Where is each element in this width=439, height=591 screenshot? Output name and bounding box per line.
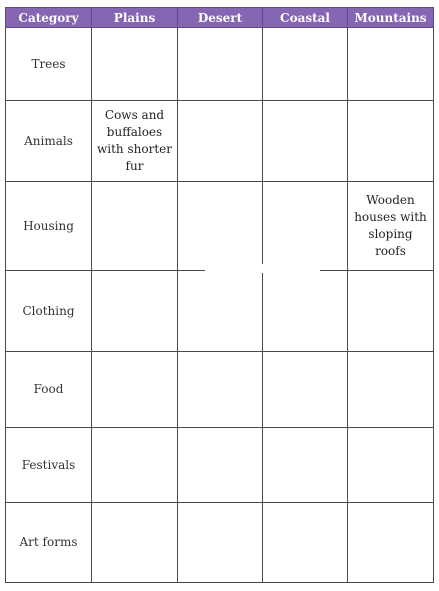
- table-row: [6, 352, 434, 428]
- header-category: Category: [6, 8, 92, 28]
- cell-trees-coastal[interactable]: [263, 28, 348, 101]
- table-row: [6, 182, 434, 271]
- cell-art-forms-coastal[interactable]: [263, 503, 348, 583]
- cell-festivals-plains[interactable]: [92, 428, 178, 503]
- cell-festivals-coastal[interactable]: [263, 428, 348, 503]
- comparison-table: [5, 7, 434, 583]
- cell-clothing-plains[interactable]: [92, 271, 178, 352]
- row-label-festivals: Festivals: [6, 428, 92, 503]
- cell-art-forms-plains[interactable]: [92, 503, 178, 583]
- row-label-art-forms: Art forms: [6, 503, 92, 583]
- table-row: [6, 28, 434, 101]
- cell-housing-coastal[interactable]: [263, 182, 348, 271]
- cell-trees-mountains[interactable]: [348, 28, 434, 101]
- header-mountains: Mountains: [348, 8, 434, 28]
- row-label-food: Food: [6, 352, 92, 428]
- table-row: [6, 271, 434, 352]
- cell-clothing-desert[interactable]: [178, 271, 263, 352]
- row-label-trees: Trees: [6, 28, 92, 101]
- cell-housing-desert[interactable]: [178, 182, 263, 271]
- cell-festivals-mountains[interactable]: [348, 428, 434, 503]
- cell-art-forms-desert[interactable]: [178, 503, 263, 583]
- row-label-animals: Animals: [6, 101, 92, 182]
- header-desert: Desert: [178, 8, 263, 28]
- cell-art-forms-mountains[interactable]: [348, 503, 434, 583]
- cell-food-mountains[interactable]: [348, 352, 434, 428]
- cell-animals-coastal[interactable]: [263, 101, 348, 182]
- header-coastal: Coastal: [263, 8, 348, 28]
- header-row: [6, 8, 434, 28]
- cell-animals-plains[interactable]: Cows and buffaloes with shorter fur: [92, 101, 178, 182]
- cell-housing-mountains[interactable]: Wooden houses with sloping roofs: [348, 182, 434, 271]
- cell-housing-plains[interactable]: [92, 182, 178, 271]
- cell-animals-desert[interactable]: [178, 101, 263, 182]
- table-row: [6, 428, 434, 503]
- cell-food-coastal[interactable]: [263, 352, 348, 428]
- table-row: [6, 101, 434, 182]
- header-plains: Plains: [92, 8, 178, 28]
- cell-food-plains[interactable]: [92, 352, 178, 428]
- cell-food-desert[interactable]: [178, 352, 263, 428]
- row-label-housing: Housing: [6, 182, 92, 271]
- row-label-clothing: Clothing: [6, 271, 92, 352]
- cell-festivals-desert[interactable]: [178, 428, 263, 503]
- cell-clothing-coastal[interactable]: [263, 271, 348, 352]
- table-row: [6, 503, 434, 583]
- cell-animals-mountains[interactable]: [348, 101, 434, 182]
- line-gap: [205, 264, 320, 273]
- cell-trees-plains[interactable]: [92, 28, 178, 101]
- cell-trees-desert[interactable]: [178, 28, 263, 101]
- cell-clothing-mountains[interactable]: [348, 271, 434, 352]
